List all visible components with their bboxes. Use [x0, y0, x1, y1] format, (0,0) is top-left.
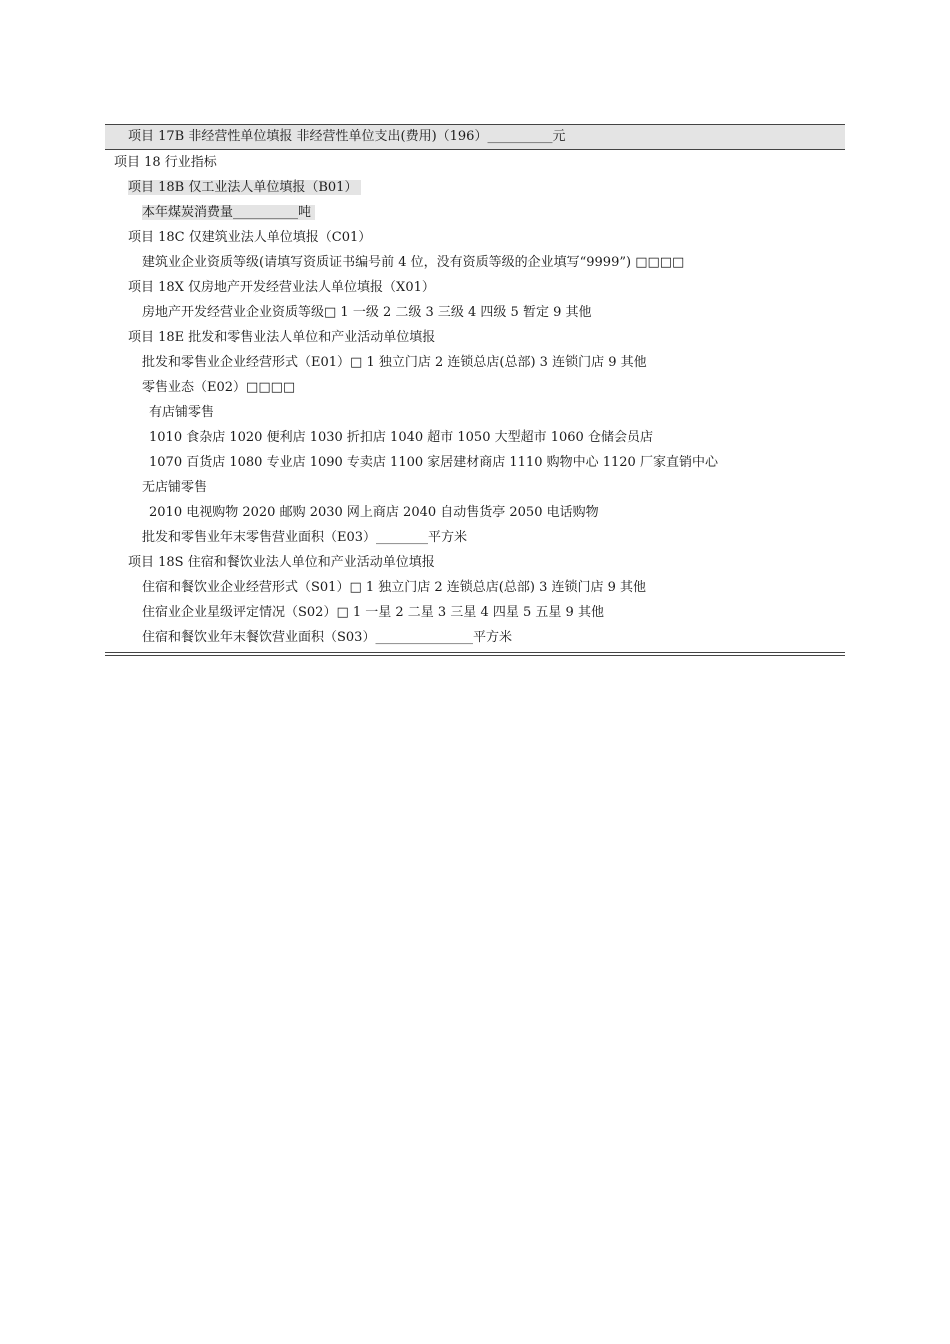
s01-business-form-field[interactable]: 住宿和餐饮业企业经营形式（S01）□ 1 独立门店 2 连锁总店(总部) 3 连锁门店 9 其他 — [142, 580, 647, 595]
e03-retail-area-field[interactable]: 批发和零售业年末零售营业面积（E03）________平方米 — [142, 530, 468, 545]
coal-consumption-field[interactable]: 本年煤炭消费量__________吨 — [142, 205, 315, 220]
realestate-qualification-field[interactable]: 房地产开发经营业企业资质等级□ 1 一级 2 二级 3 三级 4 四级 5 暂定 9 其他 — [142, 305, 592, 320]
construction-qualification-field[interactable]: 建筑业企业资质等级(请填写资质证书编号前 4 位，没有资质等级的企业填写“9999”) □□□□ — [142, 255, 685, 270]
item-18x-row: 项目 18X 仅房地产开发经营业法人单位填报（X01） — [128, 280, 435, 295]
store-retail-label: 有店铺零售 — [149, 405, 215, 420]
item-18c-row: 项目 18C 仅建筑业法人单位填报（C01） — [128, 230, 372, 245]
e01-business-form-field[interactable]: 批发和零售业企业经营形式（E01）□ 1 独立门店 2 连锁总店(总部) 3 连锁门店 9 其他 — [142, 355, 647, 370]
s03-dining-area-field[interactable]: 住宿和餐饮业年末餐饮营业面积（S03）_______________平方米 — [142, 630, 512, 645]
coal-consumption-row — [105, 200, 845, 225]
item-18b-label: 项目 18B 仅工业法人单位填报（B01） — [128, 180, 361, 195]
s02-star-rating-field[interactable]: 住宿业企业星级评定情况（S02）□ 1 一星 2 二星 3 三星 4 四星 5 五星 9 其他 — [142, 605, 604, 620]
item-18e-row: 项目 18E 批发和零售业法人单位和产业活动单位填报 — [128, 330, 436, 345]
item-18-heading: 项目 18 行业指标 — [114, 155, 217, 170]
store-retail-codes-1: 1010 食杂店 1020 便利店 1030 折扣店 1040 超市 1050 大型超市 1060 仓储会员店 — [149, 430, 653, 445]
item-18b-row — [105, 175, 845, 200]
item-17b-row: 项目 17B 非经营性单位填报 非经营性单位支出(费用)（196）__________元 — [105, 124, 845, 150]
nonstore-retail-codes: 2010 电视购物 2020 邮购 2030 网上商店 2040 自动售货亭 2050 电话购物 — [149, 505, 599, 520]
store-retail-codes-2: 1070 百货店 1080 专业店 1090 专卖店 1100 家居建材商店 1110 购物中心 1120 厂家直销中心 — [149, 455, 718, 470]
nonstore-retail-label: 无店铺零售 — [142, 480, 208, 495]
statistics-form-section — [105, 124, 845, 656]
item-18s-row: 项目 18S 住宿和餐饮业法人单位和产业活动单位填报 — [128, 555, 435, 570]
bottom-double-rule — [105, 652, 845, 656]
e02-retail-format-field[interactable]: 零售业态（E02）□□□□ — [142, 380, 296, 395]
